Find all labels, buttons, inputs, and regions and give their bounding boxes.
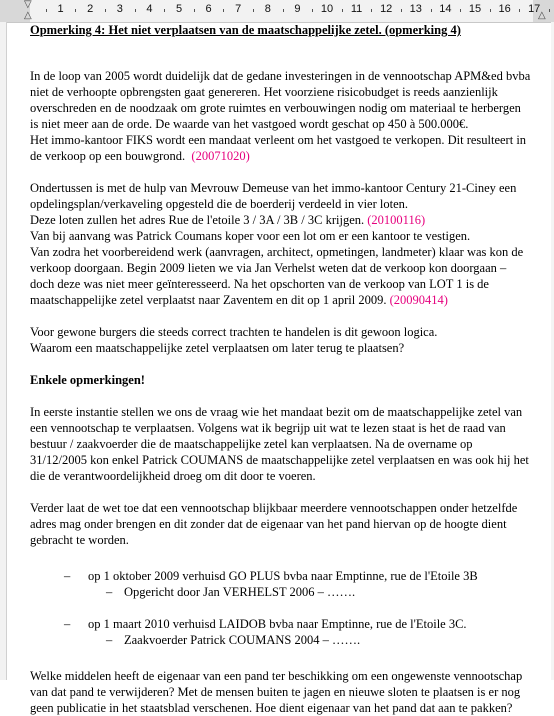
ruler-number: 6 — [205, 3, 212, 15]
bullet-list — [30, 568, 550, 648]
reference-code: (20090414) — [389, 293, 448, 307]
paragraph-4 — [30, 404, 550, 484]
ruler-number: 10 — [320, 3, 334, 15]
ruler-tick — [194, 9, 195, 12]
text-line: geen publicatie in het staatsblad verschenen. Hoe dient eigenaar van het pand dat aan te pakken? — [30, 701, 513, 715]
text-line: van dat pand te verwijderen? Met de mensen buiten te jagen en nieuwe sloten te plaatsen is er nog — [30, 685, 521, 699]
paragraph-5 — [30, 500, 550, 548]
sub-list-item — [30, 632, 550, 648]
ruler-tick — [549, 9, 550, 12]
ruler-tick — [135, 9, 136, 12]
text-line: Welke middelen heeft de eigenaar van een pand ter beschikking om een ongewenste vennootschap — [30, 669, 523, 683]
text-line: een vennootschap te verplaatsen. Volgens wat ik begrijp uit wat te lezen staat is het de raad van — [30, 421, 506, 435]
list-item-text: op 1 oktober 2009 verhuisd GO PLUS bvba naar Emptinne, rue de l'Etoile 3B — [88, 569, 478, 583]
ruler-tick — [312, 9, 313, 12]
text-line: In eerste instantie stellen we ons de vraag wie het mandaat bezit om de maatschappelijke zetel van — [30, 405, 523, 419]
ruler-tick — [105, 9, 106, 12]
ruler-number: 1 — [57, 3, 64, 15]
ruler-tick — [283, 9, 284, 12]
text-line — [30, 148, 550, 164]
text-line: niet de verhoopte opbrengsten gaat genereren. Het voorziene risicobudget is reeds aanzienlijk — [30, 85, 498, 99]
text-fragment: maatschappelijke zetel verplaatst naar Zaventem en dit op 1 april 2009. — [30, 293, 387, 307]
text-line: 31/12/2005 kon enkel Patrick COUMANS de maatschappelijke zetel verplaatsen en was ook hij het — [30, 453, 529, 467]
ruler-number: 7 — [235, 3, 242, 15]
ruler-number: 14 — [439, 3, 452, 15]
text-line: Verder laat de wet toe dat een vennootschap blijkbaar meerdere vennootschappen onder hetzelfde — [30, 501, 518, 515]
ruler-tick — [490, 9, 491, 12]
text-line: In de loop van 2005 wordt duidelijk dat de gedane investeringen in de vennootschap APM&ed bvba — [30, 69, 531, 83]
vertical-ruler — [0, 22, 7, 680]
ruler-number: 3 — [116, 3, 123, 15]
text-line: Waarom een maatschappelijke zetel verplaatsen om later terug te plaatsen? — [30, 341, 405, 355]
ruler-number: 13 — [409, 3, 422, 15]
text-line — [30, 292, 550, 308]
dash-bullet: – — [106, 633, 113, 647]
text-line: adres mag onder brengen en dit zonder dat de eigenaar van het pand hiervan op de hoogte dient — [30, 517, 507, 531]
document-body[interactable] — [30, 22, 550, 715]
text-fragment: Deze loten zullen het adres Rue de l'etoile 3 / 3A / 3B / 3C krijgen. — [30, 213, 365, 227]
ruler[interactable] — [0, 0, 554, 23]
text-line: opdelingsplan/verkaveling opgesteld die de boerderij verdeeld in vier loten. — [30, 197, 409, 211]
ruler-tick — [75, 9, 76, 12]
ruler-number: 5 — [175, 3, 183, 15]
text-line: overschreden en de noodzaak om grote ruimtes en verbouwingen nodig om materiaal te herbergen — [30, 101, 521, 115]
text-line: Van bij aanvang was Patrick Coumans koper voor een lot om er een kantoor te vestigen. — [30, 229, 471, 243]
ruler-number: 12 — [380, 3, 393, 15]
list-item — [30, 568, 550, 584]
text-line: verkoop doorgaan. Begin 2009 lieten we via Jan Verhelst weten dat de verkoop kon doorgaan – — [30, 261, 507, 275]
ruler-tick — [401, 9, 402, 12]
text-line: Van zodra het voorbereidend werk (aanvragen, architect, opmetingen, landmeter) klaar was kon de — [30, 245, 524, 259]
section-title: Opmerking 4: Het niet verplaatsen van de maatschappelijke zetel. (opmerking 4) — [30, 23, 461, 37]
paragraph-6 — [30, 668, 550, 716]
ruler-number: 17 — [528, 3, 541, 15]
ruler-number: 8 — [264, 3, 271, 15]
text-fragment: de verkoop op een bouwgrond. — [30, 149, 186, 163]
text-line: is niet meer aan de orde. De waarde van het vastgoed wordt geschat op 450 à 500.000€. — [30, 117, 469, 131]
ruler-number: 16 — [498, 3, 511, 15]
list-item-text: Opgericht door Jan VERHELST 2006 – ……. — [124, 585, 356, 599]
dash-bullet: – — [106, 585, 113, 599]
ruler-tick — [253, 9, 254, 12]
ruler-number: 15 — [468, 3, 482, 15]
list-item — [30, 616, 550, 632]
text-line: die de verantwoordelijkheid droeg om dit door te voeren. — [30, 469, 316, 483]
reference-code: (20071020) — [191, 149, 250, 163]
dash-bullet: – — [64, 617, 71, 631]
text-line: bestuur / zaakvoerder die de maatschappelijke zetel kan verplaatsen. Na de overname op — [30, 437, 473, 451]
right-indent-marker[interactable]: △ — [538, 10, 546, 21]
ruler-tick — [431, 9, 432, 12]
ruler-number: 4 — [146, 3, 153, 15]
dash-bullet: – — [64, 569, 71, 583]
ruler-tick — [371, 9, 372, 12]
ruler-number: 9 — [294, 3, 301, 15]
hanging-indent-marker[interactable]: △ — [24, 10, 32, 21]
first-line-indent-marker[interactable]: ▽ — [24, 0, 32, 10]
text-line: Ondertussen is met de hulp van Mevrouw Demeuse van het immo-kantoor Century 21-Ciney een — [30, 181, 517, 195]
paragraph-3 — [30, 324, 550, 356]
ruler-tick — [46, 9, 47, 12]
text-line: doch deze was niet meer geïnteresseerd. Na het opschorten van de verkoop van LOT 1 is de — [30, 277, 489, 291]
subheading: Enkele opmerkingen! — [30, 373, 145, 387]
text-line: Het immo-kantoor FIKS wordt een mandaat verleent om het vastgoed te verkopen. Dit resulteert in — [30, 133, 527, 147]
ruler-tick — [223, 9, 224, 12]
ruler-number: 2 — [87, 3, 94, 15]
text-line: Voor gewone burgers die steeds correct trachten te handelen is dit gewoon logica. — [30, 325, 438, 339]
ruler-tick — [460, 9, 461, 12]
ruler-tick — [342, 9, 343, 12]
text-line — [30, 212, 550, 228]
list-item-text: Zaakvoerder Patrick COUMANS 2004 – ……. — [124, 633, 361, 647]
paragraph-2 — [30, 180, 550, 308]
sub-list-item — [30, 584, 550, 600]
text-line: gebracht te worden. — [30, 533, 129, 547]
reference-code: (20100116) — [367, 213, 426, 227]
ruler-number: 11 — [350, 3, 363, 15]
list-item-text: op 1 maart 2010 verhuisd LAIDOB bvba naar Emptinne, rue de l'Etoile 3C. — [88, 617, 467, 631]
paragraph-1 — [30, 68, 550, 164]
ruler-tick — [164, 9, 165, 12]
ruler-tick — [519, 9, 520, 12]
